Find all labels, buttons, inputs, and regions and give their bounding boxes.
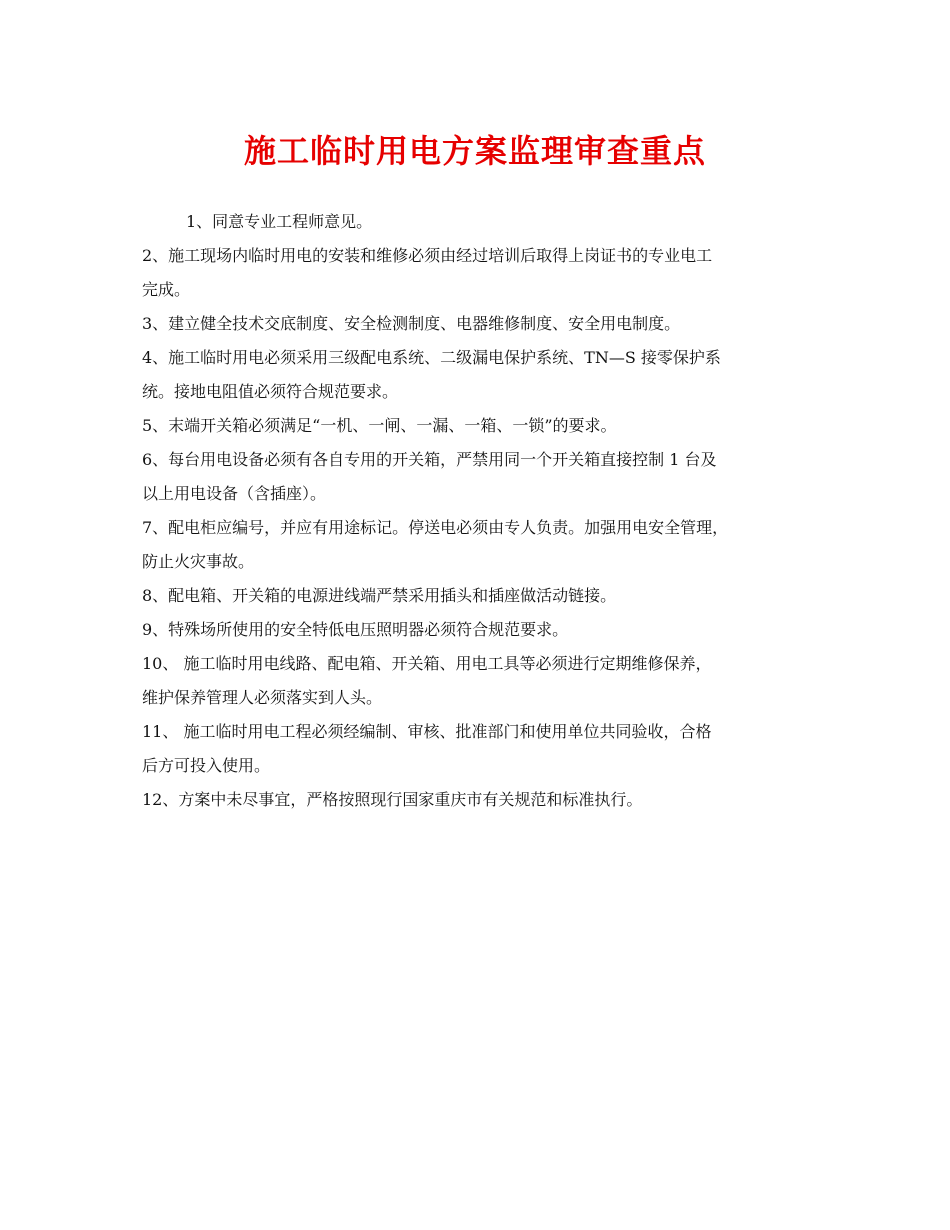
item-line: 10、 施工临时用电线路、配电箱、开关箱、用电工具等必须进行定期维修保养，: [142, 654, 712, 673]
item-line: 11、 施工临时用电工程必须经编制、审核、批准部门和使用单位共同验收，合格: [142, 722, 712, 741]
item-line: 12、方案中未尽事宜，严格按照现行国家重庆市有关规范和标准执行。: [142, 790, 643, 809]
item-line: 4、施工临时用电必须采用三级配电系统、二级漏电保护系统、TN—S 接零保护系: [142, 348, 721, 367]
item-line: 2、施工现场内临时用电的安装和维修必须由经过培训后取得上岗证书的专业电工: [142, 246, 713, 265]
item-line: 5、末端开关箱必须满足“一机、一闸、一漏、一箱、一锁”的要求。: [142, 416, 617, 435]
list-item: [142, 239, 816, 307]
document-body: [142, 205, 816, 817]
item-line: 防止火灾事故。: [142, 552, 255, 571]
document-title: 施工临时用电方案监理审查重点: [243, 132, 706, 170]
item-line: 7、配电柜应编号，并应有用途标记。停送电必须由专人负责。加强用电安全管理，: [142, 518, 729, 537]
list-item: [142, 613, 816, 647]
item-line: 6、每台用电设备必须有各自专用的开关箱，严禁用同一个开关箱直接控制 1 台及: [142, 450, 717, 469]
list-item: [142, 511, 816, 579]
item-line: 8、配电箱、开关箱的电源进线端严禁采用插头和插座做活动链接。: [142, 586, 617, 605]
item-line: 1、同意专业工程师意见。: [186, 212, 373, 231]
list-item: [142, 715, 816, 783]
list-item: [142, 783, 816, 817]
item-line: 统。接地电阻值必须符合规范要求。: [142, 382, 399, 401]
list-item: [142, 443, 816, 511]
item-line: 3、建立健全技术交底制度、安全检测制度、电器维修制度、安全用电制度。: [142, 314, 681, 333]
list-item: [142, 307, 816, 341]
item-line: 完成。: [142, 280, 191, 299]
list-item: [142, 341, 816, 409]
item-line: 以上用电设备（含插座）。: [142, 484, 327, 503]
list-item: [142, 205, 816, 239]
item-line: 9、特殊场所使用的安全特低电压照明器必须符合规范要求。: [142, 620, 569, 639]
list-item: [142, 579, 816, 613]
list-item: [142, 409, 816, 443]
list-item: [142, 647, 816, 715]
item-line: 后方可投入使用。: [142, 756, 271, 775]
item-line: 维护保养管理人必须落实到人头。: [142, 688, 383, 707]
